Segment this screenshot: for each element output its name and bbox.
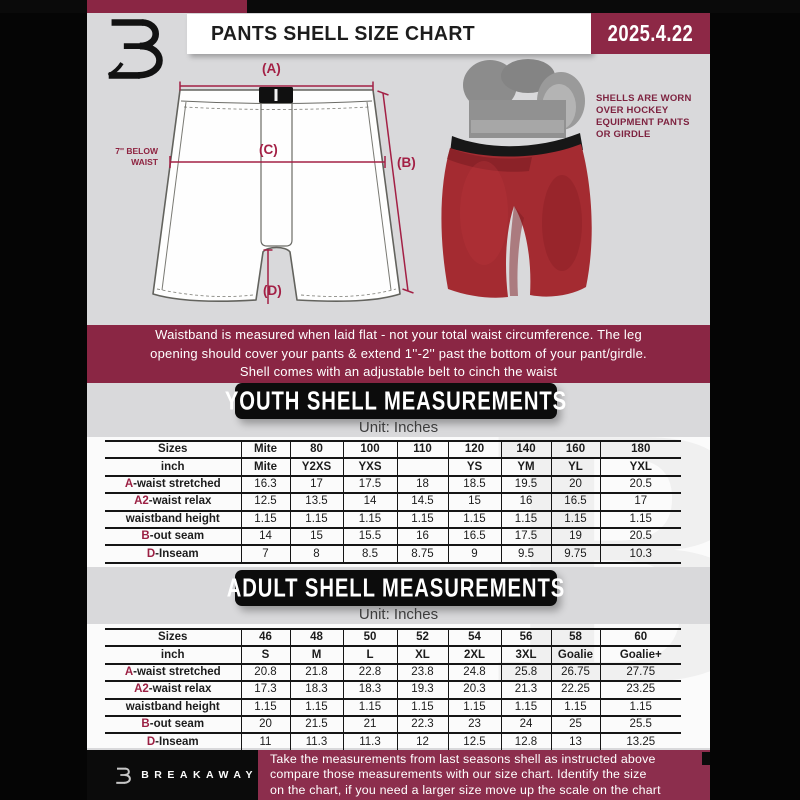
value-cell: 1.15 [241, 699, 290, 716]
value-cell: 2XL [448, 646, 501, 663]
value-cell: S [241, 646, 290, 663]
value-cell: 12.5 [448, 733, 501, 750]
value-cell: Y2XS [290, 458, 343, 475]
value-cell: L [343, 646, 397, 663]
footer-brand-text: BREAKAWAY [141, 769, 258, 781]
row-label-text: -Inseam [155, 547, 199, 560]
footer-line2: compare those measurements with our size chart. Identify the size [270, 767, 647, 782]
measure-label-b: (B) [397, 155, 416, 170]
note-line: SHELLS ARE WORN [596, 93, 692, 104]
shells-worn-note [596, 93, 708, 141]
youth-section-heading [224, 383, 568, 419]
top-maroon-strip [87, 0, 247, 13]
value-cell: 20.5 [600, 528, 681, 545]
value-cell: 20.8 [241, 664, 290, 681]
value-cell: YXS [343, 458, 397, 475]
size-column-header: 180 [600, 441, 681, 458]
value-cell: 1.15 [448, 699, 501, 716]
table-row [105, 511, 681, 528]
row-label-text: inch [160, 648, 185, 661]
row-label-cell [105, 664, 241, 681]
footer-notch [702, 752, 710, 765]
page-title: PANTS SHELL SIZE CHART [211, 22, 476, 45]
value-cell: YS [448, 458, 501, 475]
adult-unit-label: Unit: Inches [358, 606, 439, 623]
value-cell: 1.15 [600, 699, 681, 716]
value-cell: 1.15 [290, 699, 343, 716]
measure-label-d: (D) [263, 283, 282, 298]
value-cell: 14 [343, 493, 397, 510]
row-label-text: waistband height [125, 512, 220, 525]
value-cell: 1.15 [501, 699, 551, 716]
hockey-pants-photo [440, 58, 610, 310]
shorts-outline [153, 90, 400, 301]
size-column-header: Mite [241, 441, 290, 458]
value-cell: 18.5 [448, 476, 501, 493]
table-row [105, 528, 681, 545]
value-cell: 12 [397, 733, 448, 750]
below-waist-line2: WAIST [131, 156, 158, 167]
row-label-text: -out seam [149, 718, 205, 731]
size-column-header: 80 [290, 441, 343, 458]
row-label-text: -waist relax [148, 683, 212, 696]
row-label-text: -waist stretched [133, 665, 221, 678]
value-cell: YXL [600, 458, 681, 475]
table-row [105, 493, 681, 510]
value-cell: 21 [343, 716, 397, 733]
table-row [105, 458, 681, 475]
row-label-cell [105, 716, 241, 733]
value-cell: 1.15 [343, 511, 397, 528]
value-cell: 14.5 [397, 493, 448, 510]
value-cell: 12.5 [241, 493, 290, 510]
adult-size-table [105, 628, 681, 752]
value-cell: 1.15 [241, 511, 290, 528]
value-cell: 16 [397, 528, 448, 545]
breakaway-b-logo-icon [116, 761, 132, 790]
size-column-header: 60 [600, 629, 681, 646]
value-cell: Mite [241, 458, 290, 475]
table-row [105, 646, 681, 663]
footer-line1: Take the measurements from last seasons shell as instructed above [270, 751, 656, 766]
value-cell: 25.8 [501, 664, 551, 681]
value-cell: 18.3 [343, 681, 397, 698]
note-line: OR GIRDLE [596, 129, 651, 140]
size-column-header: 110 [397, 441, 448, 458]
value-cell: 24 [501, 716, 551, 733]
value-cell: XL [397, 646, 448, 663]
value-cell: 1.15 [397, 511, 448, 528]
date-text: 2025.4.22 [607, 20, 694, 46]
value-cell: 20.5 [600, 476, 681, 493]
value-cell: 16.5 [551, 493, 600, 510]
note-line: EQUIPMENT PANTS [596, 117, 690, 128]
measure-label-a: (A) [262, 61, 281, 76]
row-label-cell [105, 476, 241, 493]
below-waist-note [103, 146, 158, 167]
row-label-cell [105, 511, 241, 528]
table-header-row [105, 629, 681, 646]
sizes-header-cell: Sizes [105, 629, 241, 646]
sizes-header-cell: Sizes [105, 441, 241, 458]
value-cell: 13.5 [290, 493, 343, 510]
row-label-cell [105, 545, 241, 562]
size-column-header: 48 [290, 629, 343, 646]
value-cell: 1.15 [501, 511, 551, 528]
table-row [105, 476, 681, 493]
table-row [105, 699, 681, 716]
banner-line3: Shell comes with an adjustable belt to cinch the waist [239, 364, 558, 380]
value-cell: 19.3 [397, 681, 448, 698]
value-cell: 16.5 [448, 528, 501, 545]
value-cell: 23.25 [600, 681, 681, 698]
row-label-prefix: D [146, 735, 156, 748]
value-cell: 15 [290, 528, 343, 545]
size-column-header: 46 [241, 629, 290, 646]
value-cell: 13 [551, 733, 600, 750]
date-badge [591, 13, 710, 54]
table-row [105, 681, 681, 698]
banner-line2: opening should cover your pants & extend 1''-2'' past the bottom of your pant/girdle. [150, 345, 647, 361]
value-cell: 20 [551, 476, 600, 493]
size-column-header: 54 [448, 629, 501, 646]
youth-size-table [105, 440, 681, 564]
value-cell: 14 [241, 528, 290, 545]
value-cell: 17 [600, 493, 681, 510]
value-cell: Goalie+ [600, 646, 681, 663]
size-column-header: 140 [501, 441, 551, 458]
value-cell: 23 [448, 716, 501, 733]
value-cell: 21.3 [501, 681, 551, 698]
size-column-header: 160 [551, 441, 600, 458]
value-cell: 1.15 [290, 511, 343, 528]
table-row [105, 733, 681, 750]
row-label-text: -Inseam [155, 735, 199, 748]
value-cell: 1.15 [448, 511, 501, 528]
value-cell: 8.5 [343, 545, 397, 562]
row-label-prefix: D [146, 547, 156, 560]
value-cell: 20.3 [448, 681, 501, 698]
value-cell: 1.15 [551, 699, 600, 716]
value-cell: 7 [241, 545, 290, 562]
row-label-text: -out seam [149, 530, 205, 543]
value-cell: 11 [241, 733, 290, 750]
note-line: OVER HOCKEY [596, 105, 669, 116]
value-cell: 26.75 [551, 664, 600, 681]
waistband-info-banner [87, 325, 710, 383]
value-cell: 1.15 [343, 699, 397, 716]
value-cell: 8.75 [397, 545, 448, 562]
row-label-prefix: A2 [134, 683, 149, 696]
table-row [105, 716, 681, 733]
size-column-header: 50 [343, 629, 397, 646]
table-row [105, 664, 681, 681]
size-column-header: 56 [501, 629, 551, 646]
banner-line1: Waistband is measured when laid flat - not your total waist circumference. The leg [155, 327, 642, 343]
size-column-header: 100 [343, 441, 397, 458]
adult-heading-text: ADULT SHELL MEASUREMENTS [226, 572, 566, 603]
row-label-text: -waist relax [148, 495, 212, 508]
value-cell: 17.3 [241, 681, 290, 698]
footer-line3: on the chart, if you need a larger size move up the scale on the chart [270, 782, 661, 797]
row-label-cell [105, 699, 241, 716]
value-cell: 21.8 [290, 664, 343, 681]
value-cell: 24.8 [448, 664, 501, 681]
value-cell: 16 [501, 493, 551, 510]
title-bar [187, 14, 591, 54]
youth-heading-text: YOUTH SHELL MEASUREMENTS [224, 385, 568, 416]
row-label-prefix: B [141, 530, 150, 543]
footer-instructions [258, 750, 710, 800]
value-cell: 15 [448, 493, 501, 510]
value-cell: 17.5 [343, 476, 397, 493]
value-cell: 9 [448, 545, 501, 562]
value-cell: YM [501, 458, 551, 475]
value-cell: 23.8 [397, 664, 448, 681]
value-cell: 18 [397, 476, 448, 493]
row-label-prefix: A2 [134, 495, 149, 508]
value-cell: 25.5 [600, 716, 681, 733]
value-cell: 9.5 [501, 545, 551, 562]
row-label-cell [105, 733, 241, 750]
value-cell: 17.5 [501, 528, 551, 545]
size-column-header: 58 [551, 629, 600, 646]
row-label-prefix: A [124, 477, 134, 490]
value-cell: YL [551, 458, 600, 475]
table-row [105, 545, 681, 562]
value-cell: 18.3 [290, 681, 343, 698]
value-cell: 19.5 [501, 476, 551, 493]
adult-section-heading [226, 570, 566, 606]
value-cell: 17 [290, 476, 343, 493]
row-label-cell [105, 646, 241, 663]
value-cell: 9.75 [551, 545, 600, 562]
breakaway-b-logo-icon [102, 14, 174, 82]
value-cell: 8 [290, 545, 343, 562]
value-cell: 27.75 [600, 664, 681, 681]
row-label-cell [105, 528, 241, 545]
row-label-cell [105, 493, 241, 510]
value-cell: 1.15 [600, 511, 681, 528]
value-cell: M [290, 646, 343, 663]
row-label-prefix: A [124, 665, 134, 678]
value-cell: 1.15 [551, 511, 600, 528]
value-cell: 13.25 [600, 733, 681, 750]
row-label-cell [105, 458, 241, 475]
shorts-measurement-diagram [145, 80, 415, 308]
value-cell: 15.5 [343, 528, 397, 545]
value-cell: 22.25 [551, 681, 600, 698]
value-cell: 20 [241, 716, 290, 733]
value-cell: 21.5 [290, 716, 343, 733]
value-cell: 22.8 [343, 664, 397, 681]
row-label-cell [105, 681, 241, 698]
size-column-header: 120 [448, 441, 501, 458]
value-cell: 19 [551, 528, 600, 545]
row-label-text: waistband height [125, 700, 220, 713]
measure-label-c: (C) [259, 142, 278, 157]
size-column-header: 52 [397, 629, 448, 646]
value-cell: 3XL [501, 646, 551, 663]
row-label-text: inch [160, 460, 185, 473]
value-cell: 11.3 [343, 733, 397, 750]
value-cell: 12.8 [501, 733, 551, 750]
below-waist-line1: 7'' BELOW [115, 146, 158, 156]
value-cell: 25 [551, 716, 600, 733]
value-cell: Goalie [551, 646, 600, 663]
footer-brand-block [87, 750, 258, 800]
row-label-prefix: B [141, 718, 150, 731]
value-cell: 10.3 [600, 545, 681, 562]
value-cell: 22.3 [397, 716, 448, 733]
youth-unit-label: Unit: Inches [358, 419, 439, 436]
table-header-row [105, 441, 681, 458]
value-cell: 11.3 [290, 733, 343, 750]
row-label-text: -waist stretched [133, 477, 221, 490]
value-cell [397, 458, 448, 475]
value-cell: 16.3 [241, 476, 290, 493]
value-cell: 1.15 [397, 699, 448, 716]
